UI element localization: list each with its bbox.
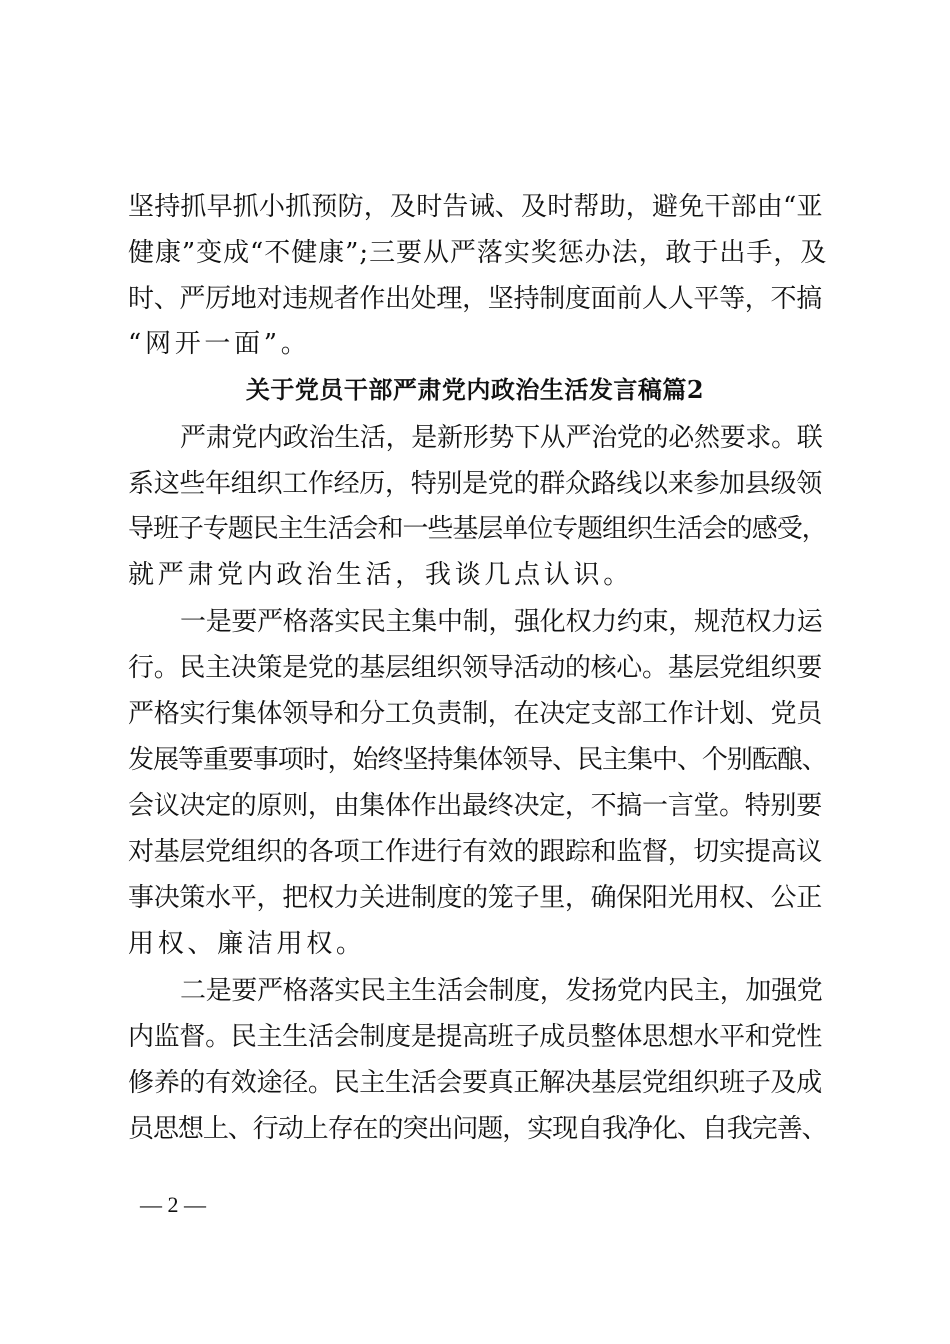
body-text-line: 二是要严格落实民主生活会制度，发扬党内民主，加强党 xyxy=(180,976,823,1006)
body-text-line: “网开一面”。 xyxy=(128,329,311,359)
body-text-line: 导班子专题民主生活会和一些基层单位专题组织生活会的感受， xyxy=(128,514,827,544)
body-text-line: 发展等重要事项时，始终坚持集体领导、民主集中、个别酝酿、 xyxy=(128,745,827,775)
body-text-line: 坚持抓早抓小抓预防，及时告诫、及时帮助，避免干部由“亚 xyxy=(128,192,823,222)
body-text-line: 一是要严格落实民主集中制，强化权力约束，规范权力运 xyxy=(180,607,823,637)
body-text-line: 内监督。民主生活会制度是提高班子成员整体思想水平和党性 xyxy=(128,1022,822,1052)
body-text-line: 严格实行集体领导和分工负责制，在决定支部工作计划、党员 xyxy=(128,699,822,729)
body-text-line: 事决策水平，把权力关进制度的笼子里，确保阳光用权、公正 xyxy=(128,883,822,913)
body-text-line: 系这些年组织工作经历，特别是党的群众路线以来参加县级领 xyxy=(128,469,822,499)
body-text-line: 健康”变成“不健康”;三要从严落实奖惩办法，敢于出手，及 xyxy=(128,238,828,268)
body-text-line: 就严肃党内政治生活，我谈几点认识。 xyxy=(128,560,633,590)
section-title: 关于党员干部严肃党内政治生活发言稿篇2 xyxy=(245,375,705,404)
body-text-line: 用权、廉洁用权。 xyxy=(128,929,366,959)
body-text-line: 时、严厉地对违规者作出处理，坚持制度面前人人平等，不搞 xyxy=(128,284,822,314)
body-text-line: 严肃党内政治生活，是新形势下从严治党的必然要求。联 xyxy=(180,423,823,453)
body-text-line: 员思想上、行动上存在的突出问题，实现自我净化、自我完善、 xyxy=(128,1114,827,1144)
body-text-line: 对基层党组织的各项工作进行有效的跟踪和监督，切实提高议 xyxy=(128,837,822,867)
body-text-line: 会议决定的原则，由集体作出最终决定，不搞一言堂。特别要 xyxy=(128,791,822,821)
page-number: — 2 — xyxy=(140,1192,206,1217)
body-text-line: 修养的有效途径。民主生活会要真正解决基层党组织班子及成 xyxy=(128,1068,822,1098)
body-text-line: 行。民主决策是党的基层组织领导活动的核心。基层党组织要 xyxy=(128,653,822,683)
